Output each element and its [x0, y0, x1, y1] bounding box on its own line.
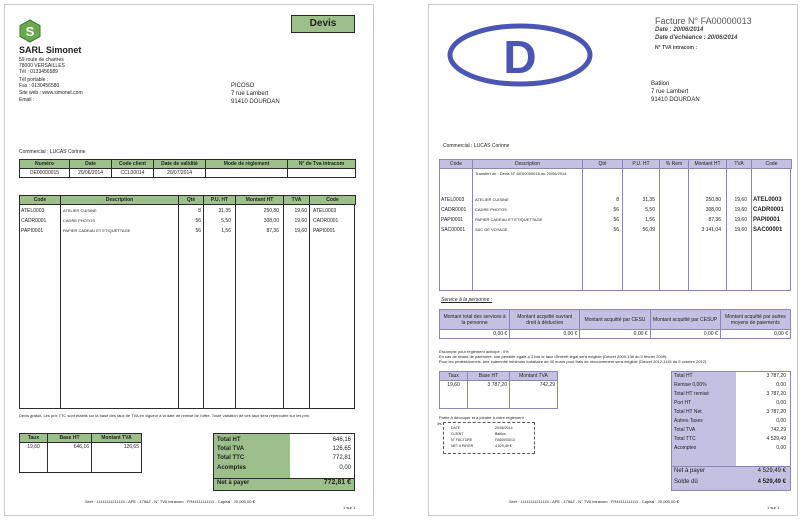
invoice-page [428, 4, 798, 516]
total-row [674, 445, 789, 454]
vat-value: 3 787,20 [468, 381, 510, 409]
vat-header: Base HT [48, 434, 92, 443]
total-row [674, 418, 789, 427]
total-label: Total HT Net [674, 409, 702, 415]
vat-table [19, 433, 142, 473]
row-description: ATELIER CUISINE [475, 197, 509, 202]
items-header: Montant HT [236, 196, 284, 205]
total-value: 0,00 [776, 445, 786, 451]
total-value: 742,29 [770, 427, 786, 433]
coupon-label: DATE [451, 426, 461, 430]
vat-value: 19,60 [20, 443, 48, 473]
invoice-tva: N° TVA intracom : [655, 45, 698, 51]
row-amount: 308,00 [705, 207, 721, 213]
items-header: Code [752, 160, 792, 169]
services-table [439, 309, 791, 339]
row-code-2: CADR0001 [313, 218, 339, 224]
row-code: CADR0001 [21, 218, 47, 224]
items-header: % Rem [660, 160, 689, 169]
total-value: 4 529,49 [766, 436, 786, 442]
coupon-label: CLIENT [451, 432, 464, 436]
row-amount: 3 141,04 [701, 227, 721, 233]
legal-note: Devis gratuit. Les prix TTC sont établis sur la base des taux de TVA en vigueur à la date de remise de l'offre. Toute variation de ces taux sera répercutée sur les prix. [19, 413, 310, 418]
row-qty: 56 [195, 228, 201, 234]
table-row [441, 227, 789, 237]
row-unit-price: 56,09 [642, 227, 655, 233]
total-value: 3 787,20 [766, 409, 786, 415]
company-logo [19, 19, 41, 43]
total-row [674, 436, 789, 445]
page-number: 1 sur 1 [767, 505, 780, 510]
coupon-value: 20/06/2014 [495, 426, 513, 430]
total-value: 0,00 [776, 400, 786, 406]
row-code: PAPI0001 [441, 217, 464, 223]
items-header: TVA [284, 196, 310, 205]
row-description: ATELIER CUISINE [63, 208, 97, 213]
footer-legal: Siret : 11111111211115 - APE : 4766Z - N° TVA intracom : FR44111111111 - Capital : 20 000,00 € [509, 499, 679, 504]
total-label: Total HT remisé [674, 391, 709, 397]
total-row [674, 468, 789, 479]
info-header: Date de validité [154, 160, 206, 169]
info-value [206, 169, 288, 178]
services-header: Montant acquitté par autres moyens de paiements [720, 310, 790, 330]
total-row [674, 391, 789, 400]
row-description: PAPIER CADEAU ET ETIQUETTAGE [475, 217, 543, 222]
row-qty: 8 [616, 197, 619, 203]
row-code: PAPI0001 [21, 228, 44, 234]
row-code-2: SAC00001 [753, 227, 783, 233]
company-email: Email : [19, 97, 35, 103]
net-to-pay-label: Net à payer [674, 468, 706, 474]
info-header: N° de Tva intracom [288, 160, 356, 169]
coupon-label: NET A PAYER [451, 444, 474, 448]
total-row [674, 479, 789, 490]
coupon-rows [445, 425, 533, 449]
totals-list [674, 373, 789, 490]
row-qty: 56 [613, 227, 619, 233]
vat-value: 19,60 [440, 381, 468, 409]
row-code-2: PAPI0001 [313, 228, 336, 234]
items-header: P.U. HT [623, 160, 660, 169]
legal-line: Escompte pour règlement anticipé : 0% [439, 349, 509, 354]
services-header: Montant total des services à la personne [440, 310, 510, 330]
items-header: P.U. HT [204, 196, 236, 205]
total-label: Total HT [217, 437, 241, 443]
row-vat: 19,60 [734, 217, 747, 223]
row-unit-price: 5,50 [221, 218, 231, 224]
info-header: Mode de règlement [206, 160, 288, 169]
invoice-date: Date : 20/06/2014 [655, 27, 704, 33]
transfer-note: Transfert de : Devis N° DE00000016 du 20/06/2014 [475, 171, 567, 176]
svg-text:S: S [25, 24, 35, 39]
logo-letter: D [503, 31, 537, 83]
items-header: Code [440, 160, 473, 169]
row-description: CADRE PHOTOS [475, 207, 507, 212]
items-header: Montant HT [689, 160, 727, 169]
table-row [21, 228, 355, 238]
vat-value: 646,16 [48, 443, 92, 473]
table-row [441, 217, 789, 227]
doc-type-banner: Devis [291, 15, 355, 33]
items-table [439, 159, 792, 169]
total-value: 126,65 [332, 446, 351, 452]
table-row [441, 197, 789, 207]
devis-page [4, 4, 374, 516]
row-vat: 19,60 [734, 197, 747, 203]
info-header: Code client [112, 160, 154, 169]
row-unit-price: 31,35 [642, 197, 655, 203]
services-title: Service à la personne : [441, 297, 493, 303]
company-name: SARL Simonet [19, 45, 82, 55]
total-value: 0,00 [776, 418, 786, 424]
total-label: Total HT [674, 373, 693, 379]
items-header: Code [310, 196, 356, 205]
row-qty: 56 [613, 217, 619, 223]
client-name: Batilon [651, 81, 670, 87]
coupon-value: FA00000013 [495, 438, 515, 442]
company-web: Site web : www.simonet.com [19, 90, 83, 96]
vat-value: 742,29 [510, 381, 558, 409]
row-code: SAC00001 [441, 227, 466, 233]
vat-header: Taux [20, 434, 48, 443]
net-to-pay-label: Net à payer [217, 480, 250, 486]
client-city: 91410 DOURDAN [651, 97, 700, 103]
company-address-1: 59 route de chartres [19, 57, 64, 63]
services-value: 0,00 € [580, 330, 650, 339]
balance-due-label: Solde dû [674, 479, 698, 485]
items-header: Description [473, 160, 583, 169]
services-value: 0,00 € [510, 330, 580, 339]
coupon-label: N° FACTURE [451, 438, 473, 442]
table-row [21, 208, 355, 218]
row-qty: 56 [195, 218, 201, 224]
total-row [674, 409, 789, 418]
row-vat: 19,60 [294, 218, 307, 224]
services-header: Montant acquitté par CESU [580, 310, 650, 330]
items-header: TVA [727, 160, 752, 169]
row-code: ATEL0003 [21, 208, 45, 214]
row-amount: 250,80 [263, 208, 279, 214]
row-code: ATEL0003 [441, 197, 465, 203]
info-header: Numéro [20, 160, 70, 169]
net-to-pay-value: 4 529,49 € [757, 468, 786, 474]
total-value: 0,00 [339, 465, 351, 471]
row-amount: 87,36 [708, 217, 721, 223]
coupon-row [445, 443, 533, 449]
row-description: CADRE PHOTOS [63, 218, 95, 223]
row-unit-price: 5,50 [645, 207, 655, 213]
company-fax: Fax : 0130456580 [19, 83, 60, 89]
total-label: Total TTC [674, 436, 696, 442]
company-tel: Tél : 0133456589 [19, 69, 58, 75]
row-qty: 8 [198, 208, 201, 214]
table-row [21, 218, 355, 228]
company-address-2: 78000 VERSAILLES [19, 63, 65, 69]
row-amount: 250,80 [705, 197, 721, 203]
legal-line: En cas de retard de paiement, une pénalité égale à 3 fois le taux d'intérêt légal sera exigible (Décret 2009-138 du 9 février 2009). [439, 354, 668, 359]
info-value [288, 169, 356, 178]
items-header: Qté [583, 160, 623, 169]
commercial-label: Commercial : LUCAS Corinne [19, 149, 86, 155]
row-code: CADR0001 [441, 207, 467, 213]
total-value: 0,00 [776, 382, 786, 388]
items-header: Code [20, 196, 61, 205]
row-description: SAC DE VOYAGE [475, 227, 508, 232]
commercial-label: Commercial : LUCAS Corinne [443, 143, 510, 149]
row-vat: 19,60 [294, 208, 307, 214]
page-number: 1 sur 1 [343, 505, 356, 510]
items-table [19, 195, 356, 205]
total-value: 772,81 [332, 455, 351, 461]
row-code-2: CADR0001 [753, 207, 784, 213]
company-portable: Tél portable : [19, 77, 49, 83]
total-label: Total TVA [217, 446, 245, 452]
row-description: PAPIER CADEAU ET ETIQUETTAGE [63, 228, 131, 233]
row-amount: 308,00 [263, 218, 279, 224]
vat-header: Montant TVA [510, 372, 558, 381]
row-vat: 19,60 [734, 227, 747, 233]
company-logo [447, 23, 593, 87]
footer-legal: Siret : 11111111211115 - APE : 4766Z - N° TVA intracom : FR44111111111 - Capital : 20 000,00 € [85, 499, 255, 504]
vat-value: 126,65 [92, 443, 142, 473]
total-label: Total TVA [674, 427, 696, 433]
table-row [441, 207, 789, 217]
items-rows [21, 208, 355, 238]
total-row [674, 382, 789, 391]
row-unit-price: 31,35 [218, 208, 231, 214]
total-label: Remise 0,00% [674, 382, 707, 388]
row-vat: 19,60 [734, 207, 747, 213]
net-to-pay-value: 772,81 € [323, 479, 351, 486]
row-unit-price: 1,56 [645, 217, 655, 223]
services-header: Montant acquitté ouvrant droit à déduction [510, 310, 580, 330]
total-row [674, 400, 789, 409]
vat-header: Taux [440, 372, 468, 381]
invoice-due-date: Date d'échéance : 20/06/2014 [655, 35, 738, 41]
coupon-title: Partie à découper et à joindre à votre règlement [439, 415, 524, 420]
info-header: Date [70, 160, 112, 169]
info-value: 20/07/2014 [154, 169, 206, 178]
vat-header: Base HT [468, 372, 510, 381]
total-label: Port HT [674, 400, 692, 406]
items-header: Description [61, 196, 179, 205]
balance-due-value: 4 529,49 € [757, 479, 786, 485]
client-street: 7 rue Lambert [651, 89, 689, 95]
row-code-2: ATEL0003 [313, 208, 337, 214]
row-code-2: ATEL0003 [753, 197, 782, 203]
info-value: DE00000015 [20, 169, 70, 178]
total-row [674, 427, 789, 436]
scissors-icon: ✂ [437, 422, 443, 428]
total-label: Acomptes [674, 445, 697, 451]
row-amount: 87,36 [266, 228, 279, 234]
items-rows [441, 197, 789, 237]
client-city: 91410 DOURDAN [231, 99, 280, 105]
total-value: 646,16 [332, 437, 351, 443]
row-code-2: PAPI0001 [753, 217, 780, 223]
legal-line: Pour les professionnels, une indemnité minimum forfaitaire de 40 euros pour frais de recouvrement sera exigible (Décret 2012-1115 du 9 octobre 2012). [439, 359, 708, 364]
client-name: PICOSO [231, 83, 255, 89]
total-label: Acomptes [217, 465, 247, 471]
row-unit-price: 1,56 [221, 228, 231, 234]
vat-table [439, 371, 558, 409]
info-value: 20/06/2014 [70, 169, 112, 178]
vat-header: Montant TVA [92, 434, 142, 443]
coupon-value: 4 529,49 € [495, 444, 512, 448]
row-vat: 19,60 [294, 228, 307, 234]
services-value: 0,00 € [440, 330, 510, 339]
info-value: CCL00014 [112, 169, 154, 178]
row-qty: 56 [613, 207, 619, 213]
services-value: 0,00 € [720, 330, 790, 339]
total-value: 3 787,20 [766, 391, 786, 397]
total-row [674, 373, 789, 382]
coupon-value: Batilon [495, 432, 506, 436]
services-header: Montant acquitté par CESUP [650, 310, 720, 330]
invoice-title: Facture N° FA00000013 [655, 16, 752, 26]
services-value: 0,00 € [650, 330, 720, 339]
document-info-table [19, 159, 356, 178]
total-value: 3 787,20 [766, 373, 786, 379]
client-street: 7 rue Lambert [231, 91, 269, 97]
items-header: Qté [179, 196, 204, 205]
total-label: Autres Taxes [674, 418, 703, 424]
total-label: Total TTC [217, 455, 245, 461]
